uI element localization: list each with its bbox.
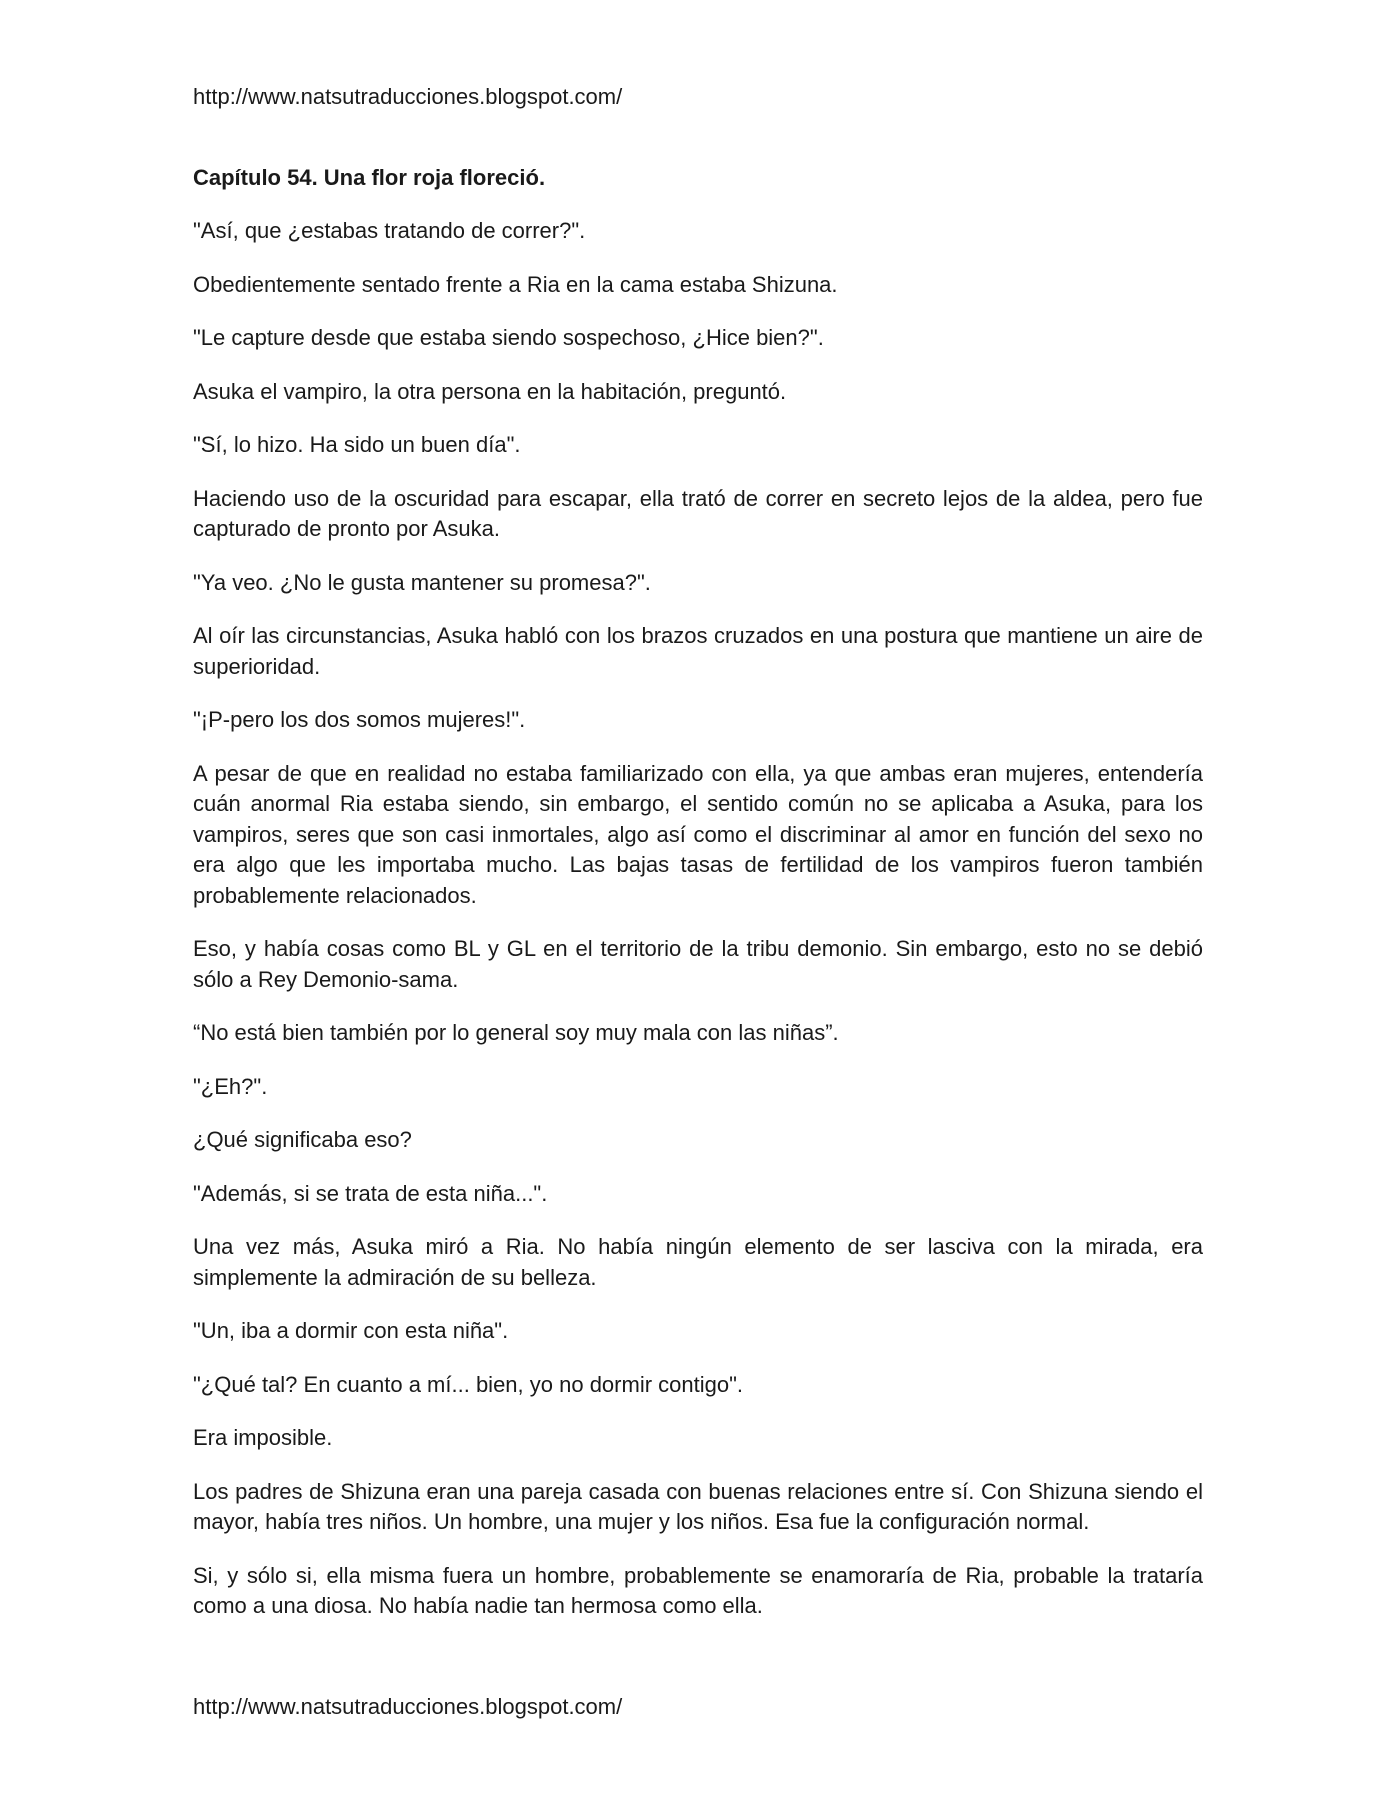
- chapter-title: Capítulo 54. Una flor roja floreció.: [193, 165, 546, 190]
- paragraph: "¡P-pero los dos somos mujeres!".: [193, 707, 526, 732]
- paragraph: Eso, y había cosas como BL y GL en el territorio de la tribu demonio. Sin embargo, esto no se debió sólo a Rey Demonio-sama.: [193, 936, 1203, 992]
- paragraph: “No está bien también por lo general soy muy mala con las niñas”.: [193, 1020, 839, 1045]
- paragraph: Haciendo uso de la oscuridad para escapar, ella trató de correr en secreto lejos de la aldea, pero fue capturado de pronto por Asuka.: [193, 485, 1203, 541]
- header-url: http://www.natsutraducciones.blogspot.com/: [193, 84, 623, 109]
- paragraph: Asuka el vampiro, la otra persona en la habitación, preguntó.: [193, 378, 787, 404]
- paragraph: Obedientemente sentado frente a Ria en la cama estaba Shizuna.: [193, 271, 838, 297]
- paragraph: Una vez más, Asuka miró a Ria. No había ningún elemento de ser lasciva con la mirada, era simplemente la admiración de su belleza.: [193, 1234, 1203, 1290]
- paragraph: "Sí, lo hizo. Ha sido un buen día".: [193, 432, 521, 457]
- paragraph: Al oír las circunstancias, Asuka habló con los brazos cruzados en una postura que mantiene un aire de superioridad.: [193, 623, 1203, 679]
- paragraph: ¿Qué significaba eso?: [193, 1127, 412, 1152]
- paragraph: "Le capture desde que estaba siendo sospechoso, ¿Hice bien?".: [193, 325, 824, 350]
- chapter-content: [193, 163, 1203, 1645]
- paragraph: "¿Eh?".: [193, 1073, 268, 1099]
- paragraph: "Así, que ¿estabas tratando de correr?".: [193, 218, 586, 243]
- paragraph: Si, y sólo si, ella misma fuera un hombre, probablemente se enamoraría de Ria, probable la trataría como a una diosa. No había nadie tan hermosa como ella.: [193, 1562, 1203, 1618]
- paragraph: A pesar de que en realidad no estaba familiarizado con ella, ya que ambas eran mujeres, entendería cuán anormal Ria estaba siendo, sin embargo, el sentido común no se aplicaba a Asuka, para los vampiros, seres que son casi inmortales, algo así como el discriminar al amor en función del sexo no era algo que les importaba mucho. Las bajas tasas de fertilidad de los vampiros fueron también probablemente relacionados.: [193, 760, 1203, 908]
- paragraph: "Ya veo. ¿No le gusta mantener su promesa?".: [193, 569, 651, 595]
- footer-url: http://www.natsutraducciones.blogspot.com/: [193, 1694, 623, 1719]
- paragraph: "Además, si se trata de esta niña...".: [193, 1180, 548, 1206]
- paragraph: Los padres de Shizuna eran una pareja casada con buenas relaciones entre sí. Con Shizuna siendo el mayor, había tres niños. Un hombre, una mujer y los niños. Esa fue la configuración normal.: [193, 1478, 1203, 1534]
- paragraph: "¿Qué tal? En cuanto a mí... bien, yo no dormir contigo".: [193, 1371, 744, 1397]
- paragraph: Era imposible.: [193, 1425, 333, 1450]
- paragraph: "Un, iba a dormir con esta niña".: [193, 1318, 509, 1343]
